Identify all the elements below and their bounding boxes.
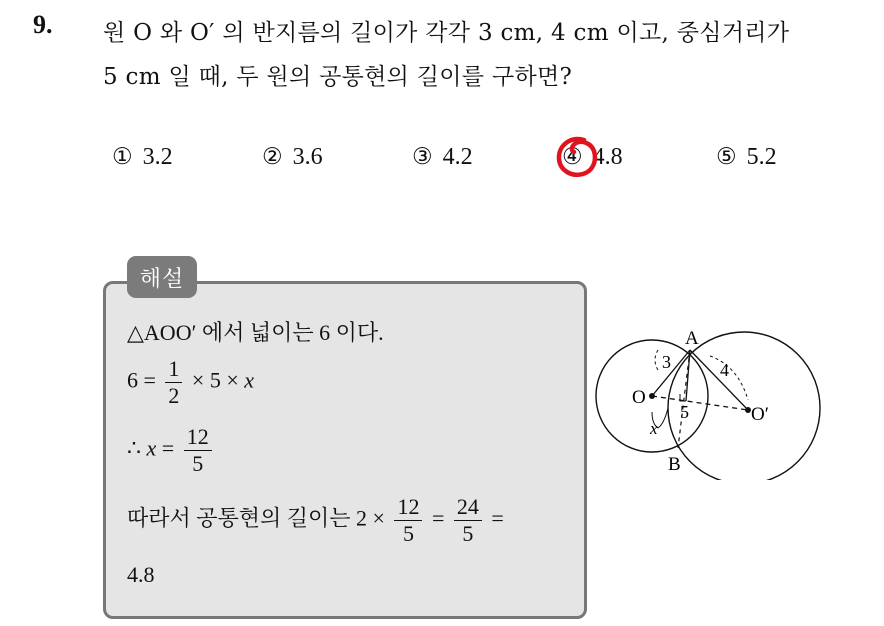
question-text-line-1: 원 O 와 O′ 의 반지름의 길이가 각각 3 cm, 4 cm 이고, 중심거리가 <box>103 20 790 46</box>
fraction-denominator: 5 <box>402 521 414 546</box>
solution-tag: 해설 <box>127 256 197 298</box>
conclusion-text: 따라서 공통현의 길이는 2 × <box>127 505 385 531</box>
question-text-line-2: 5 cm 일 때, 두 원의 공통현의 길이를 구하면? <box>103 64 573 90</box>
brace-3 <box>655 350 658 370</box>
choice-marker: ② <box>262 144 283 170</box>
label-b: B <box>668 454 681 475</box>
solution-line-1: △AOO′ 에서 넓이는 6 이다. <box>127 320 384 345</box>
brace-4 <box>710 356 748 400</box>
fraction-12-5 <box>184 424 212 477</box>
label-x: x <box>650 419 658 438</box>
label-o: O <box>632 387 646 408</box>
fraction-numerator: 12 <box>184 424 212 451</box>
eq-left: 6 = <box>127 367 156 393</box>
choice-value: 4.2 <box>442 144 473 170</box>
therefore-symbol: ∴ <box>127 435 141 461</box>
solution-line-5: 4.8 <box>127 562 155 587</box>
fraction-numerator: 1 <box>165 356 182 383</box>
fraction-one-half <box>165 356 182 409</box>
label-3: 3 <box>662 352 671 372</box>
label-5: 5 <box>680 402 689 422</box>
choice-marker: ④ <box>562 144 583 170</box>
variable-x: x <box>244 367 255 393</box>
label-a: A <box>685 328 699 349</box>
equals-sign: = <box>161 435 175 461</box>
label-4: 4 <box>720 360 729 380</box>
equals-sign: = <box>431 505 445 531</box>
choice-value: 3.2 <box>142 144 173 170</box>
solution-line-4 <box>127 494 504 547</box>
fraction-24-5 <box>454 494 482 547</box>
choice-marker: ③ <box>412 144 433 170</box>
solution-line-2 <box>127 356 254 409</box>
fraction-numerator: 24 <box>454 494 482 521</box>
fraction-denominator: 2 <box>168 383 180 408</box>
choice-4[interactable] <box>562 144 623 171</box>
variable-x: x <box>146 435 157 461</box>
question-number: 9. <box>33 10 53 39</box>
segment-oo-prime <box>652 396 748 410</box>
choice-3[interactable] <box>412 144 473 171</box>
fraction-numerator: 12 <box>394 494 422 521</box>
equals-sign: = <box>491 505 504 531</box>
choice-value: 4.8 <box>592 144 623 170</box>
two-circles-figure <box>588 320 828 480</box>
choice-value: 3.6 <box>292 144 323 170</box>
label-o-prime: O′ <box>751 404 769 425</box>
choice-5[interactable] <box>716 144 777 171</box>
choice-value: 5.2 <box>746 144 777 170</box>
choice-1[interactable] <box>112 144 173 171</box>
solution-line-3 <box>127 424 216 477</box>
choice-2[interactable] <box>262 144 323 171</box>
fraction-12-5 <box>394 494 422 547</box>
choice-marker: ① <box>112 144 133 170</box>
eq-right: × 5 × <box>191 367 239 393</box>
choice-marker: ⑤ <box>716 144 737 170</box>
fraction-denominator: 5 <box>462 521 474 546</box>
center-o-dot <box>649 393 655 399</box>
fraction-denominator: 5 <box>192 451 204 476</box>
